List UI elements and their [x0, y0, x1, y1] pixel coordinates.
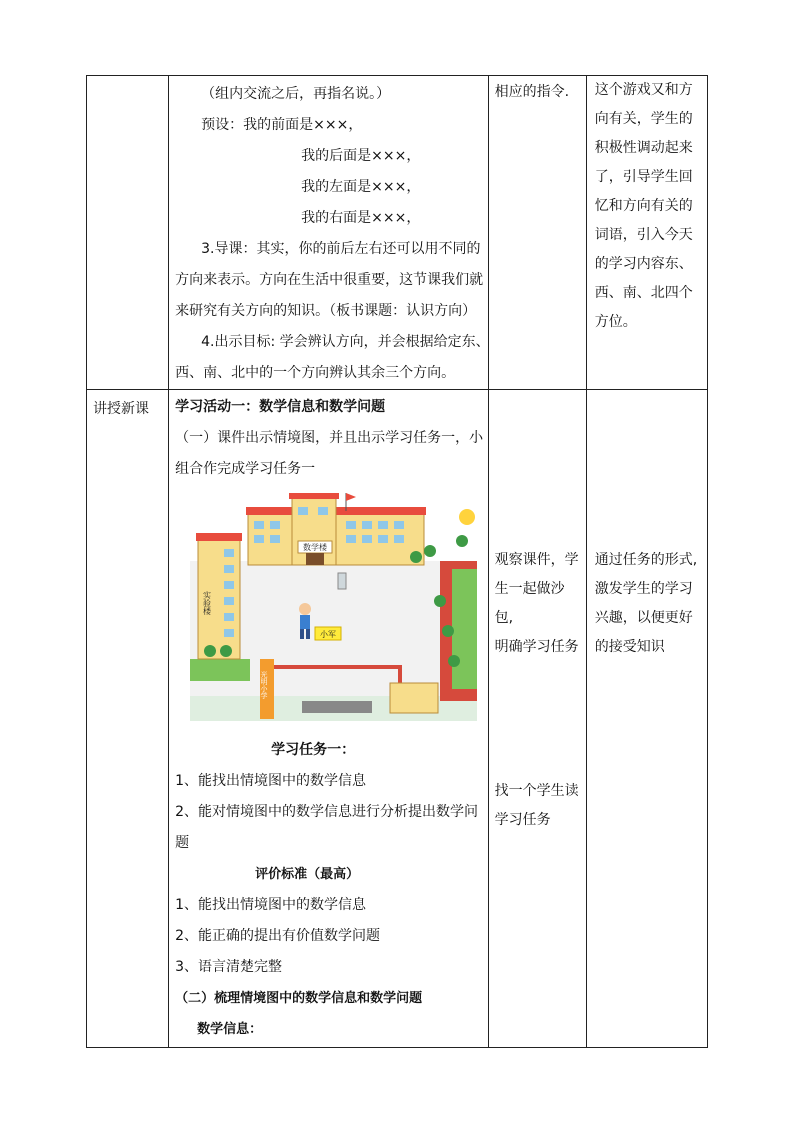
part-two-title: （二）梳理情境图中的数学信息和数学问题 — [175, 991, 423, 1006]
design-intent-cell — [586, 390, 707, 1048]
student-activity-cell — [488, 76, 586, 390]
content-line: 我的右面是×××， — [301, 210, 421, 226]
intent-line: 方位。 — [594, 314, 637, 330]
teacher-activity-cell — [169, 76, 489, 390]
intent-line: 的学习内容东、 — [594, 256, 693, 272]
criteria-item: 1、能找出情境图中的数学信息 — [175, 897, 367, 913]
content-line: 4.出示目标: 学会辨认方向，并会根据给定东、 — [201, 334, 490, 350]
student-line: 观察课件，学 — [494, 552, 579, 568]
criteria-item: 2、能正确的提出有价值数学问题 — [175, 928, 381, 944]
intent-line: 忆和方向有关的 — [594, 198, 693, 214]
student-line: 学习任务 — [494, 812, 551, 828]
intent-line: 积极性调动起来 — [594, 140, 693, 156]
student-activity-cell — [488, 390, 586, 1048]
sliding-gate — [302, 701, 372, 713]
stage-cell-empty — [87, 76, 169, 390]
content-line: 预设：我的前面是×××， — [201, 117, 363, 133]
intent-line: 的接受知识 — [594, 639, 665, 655]
stage-cell — [87, 390, 169, 1048]
criteria-title: 评价标准（最高） — [255, 867, 360, 882]
task-item: 题 — [175, 835, 190, 851]
lesson-plan-table — [86, 75, 708, 1048]
lab-building-label: 实验楼 — [202, 591, 212, 615]
task-item: 1、能找出情境图中的数学信息 — [175, 773, 367, 789]
content-line: 来研究有关方向的知识。（板书课题：认识方向） — [175, 303, 477, 319]
sun-icon — [459, 509, 475, 525]
content-line: （组内交流之后，再指名说。） — [201, 86, 391, 102]
subtask-line: （一）课件出示情境图，并且出示学习任务一，小 — [175, 430, 484, 446]
intent-line: 通过任务的形式, — [594, 552, 698, 568]
student-text-a — [489, 390, 586, 662]
content-line: 我的后面是×××， — [301, 148, 421, 164]
teacher-activity-cell — [169, 390, 489, 1048]
design-intent-cell — [586, 76, 707, 390]
intent-text — [587, 390, 707, 662]
student-text: 相应的指令. — [494, 84, 570, 100]
school-scene-illustration — [190, 491, 477, 721]
intent-text — [587, 76, 707, 337]
task-title: 学习任务一： — [271, 742, 356, 758]
school-gate-label: 光明小学 — [260, 671, 269, 699]
intent-line: 了，引导学生回 — [594, 169, 693, 185]
intent-line: 词语，引入今天 — [594, 227, 693, 243]
student-line: 生一起做沙包, — [494, 581, 565, 626]
activity-title: 学习活动一：数学信息和数学问题 — [175, 399, 386, 415]
subtask-line: 组合作完成学习任务一 — [175, 461, 316, 477]
table-row — [87, 390, 708, 1048]
math-info-label: 数学信息： — [197, 1022, 263, 1037]
content-line: 3.导课：其实，你的前后左右还可以用不同的 — [201, 241, 481, 257]
child-name-label: 小军 — [320, 630, 337, 639]
intent-line: 西、南、北四个 — [594, 285, 693, 301]
task-item: 2、能对情境图中的数学信息进行分析提出数学问 — [175, 804, 479, 820]
student-line: 明确学习任务 — [494, 639, 579, 655]
stage-label: 讲授新课 — [93, 401, 149, 417]
student-line: 找一个学生读 — [494, 783, 579, 799]
content-line: 我的左面是×××， — [301, 179, 421, 195]
intent-line: 兴趣，以便更好 — [594, 610, 693, 626]
criteria-item: 3、语言清楚完整 — [175, 959, 283, 975]
table-row — [87, 76, 708, 390]
student-text-b — [489, 662, 586, 835]
intent-line: 激发学生的学习 — [594, 581, 693, 597]
content-line: 西、南、北中的一个方向辨认其余三个方向。 — [175, 365, 456, 381]
intent-line: 向有关，学生的 — [594, 111, 693, 127]
content-line: 方向来表示。方向在生活中很重要，这节课我们就 — [175, 272, 484, 288]
math-building-label: 数学楼 — [303, 543, 328, 552]
intent-line: 这个游戏又和方 — [594, 82, 693, 98]
